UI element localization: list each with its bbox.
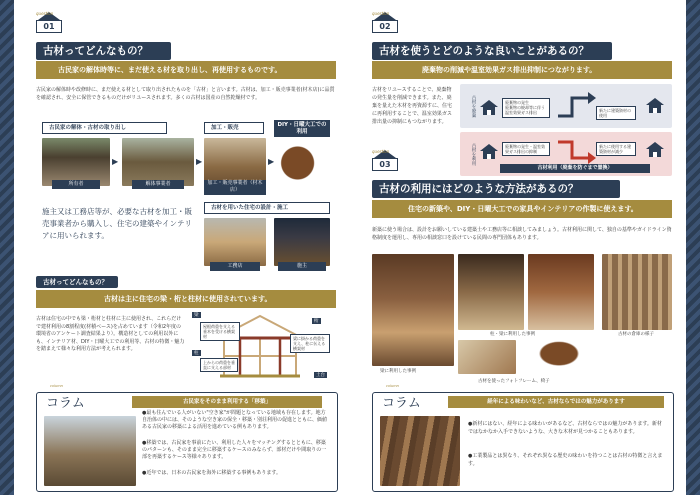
note-pillar: 上からの荷重を垂直に支える部材 [200, 358, 238, 372]
pillar-interior-photo-2 [528, 254, 594, 330]
dismantling-photo [122, 138, 194, 186]
column-title: コラム [46, 396, 85, 411]
left-edge-stripe [0, 0, 14, 495]
relocation-frame-photo [44, 416, 136, 486]
disposal-note [502, 98, 550, 118]
caption-builder: 工務店 [210, 262, 260, 271]
page-title: 古材ってどんなもの？ [36, 42, 171, 60]
question-label: question [372, 11, 390, 16]
old-house-photo [42, 138, 110, 186]
decrease-arrow-icon [556, 138, 596, 164]
flow-step-diy: DIY・日曜大工での利用 [274, 120, 330, 137]
arrow-right-icon: ▶ [112, 157, 119, 166]
lumber-yard-photo [204, 138, 266, 186]
note-beam: 屋根荷重を支える垂木を受ける横架材 [200, 322, 240, 341]
question-label: question [36, 11, 54, 16]
caption-beam-use: 梁に利用した事例 [380, 369, 416, 374]
column-paragraph-1: ●新材にはない、経年による味わいがあるなど、古材ならではの魅力があります。新材ではなかなか入手できないような、大きな木材が見つかることもあります。 [468, 421, 662, 435]
caption-seller: 加工・販売事業者（材木店） [204, 180, 266, 195]
disposal-tab: 古材を廃棄 [471, 94, 476, 118]
old-house-icon [480, 144, 498, 159]
column-heading: 経年による味わいなど、古材ならではの魅力があります [448, 396, 664, 408]
question-number: 01 [36, 20, 62, 33]
beam-interior-photo [372, 254, 454, 366]
photo-frame-photo [458, 340, 516, 374]
label-sill: 土台 [316, 373, 325, 378]
question-number: 02 [372, 20, 398, 33]
section-intro: 新築に使う場合は、設計をお願いしている建築士や工務店等に相談してみましょう。古材利用に関して、独自の基準やガイドライン資格制度を運用し、専用の相談窓口を設けている民間の専門団体もあります。 [372, 227, 672, 241]
reuse-tab: 古材を利用 [471, 142, 476, 166]
pillar-interior-photo-1 [458, 254, 524, 330]
column-heading: 古民家をそのまま利用する「移築」 [132, 396, 322, 408]
column-paragraph-3: ●近年では、日本の古民家を海外に移築する事例もあります。 [142, 470, 281, 476]
reduction-note: 廃棄物の発生・温室効果ガス排出の抑制 [502, 142, 550, 156]
question-badge-03 [372, 150, 398, 172]
flow-step-build: 古材を用いた住宅の設計・施工 [204, 202, 330, 214]
caption-client: 施主 [278, 262, 326, 271]
left-page [14, 0, 350, 495]
caption-warehouse: 古材の倉庫の様子 [618, 332, 654, 337]
finished-house-photo [274, 218, 330, 266]
aged-timber-photo [380, 416, 460, 486]
column-paragraph-1: ●最も住んでいる人がいない"空き家"が問題となっている地域も存在します。地方自治体の中には、そのような空き家の保全・移築・別荘利用の促進とともに、価値ある古民家の移築による活用を進めている例もあります。 [142, 410, 328, 430]
column-paragraph-2: ●移築では、古民家を事前にたい、利用した人々をマッチングするとともに、移築のパターンも、そのまま完全に移築するケースのみならず、部材だけや間取りの一部を再築するケース等様々あります。 [142, 440, 327, 460]
label-beam: 梁 [194, 313, 199, 318]
sub-question-title: 古材ってどんなもの？ [36, 276, 118, 288]
note-purlin: 梁に掛かる荷重を支え、柱に伝える横架材 [290, 334, 330, 353]
disposal-note-1: 廃棄物の発生 [505, 100, 529, 105]
caption-frame-chair: 古材を使ったフォトフレーム、椅子 [478, 379, 550, 384]
column-title: コラム [382, 396, 421, 411]
question-label: question [372, 149, 390, 154]
arrow-right-icon: ▶ [268, 157, 275, 166]
new-house-icon [646, 142, 664, 157]
warehouse-photo [602, 254, 672, 330]
page-subtitle: 廃棄物の削減や温室効果ガス排出抑制につながります。 [372, 61, 672, 79]
section-subtitle: 住宅の新築や、DIY・日曜大工での家具やインテリアの作製に使えます。 [372, 200, 672, 218]
sub-question-text: 古材は住宅の中でも梁・桁材と柱材に主に使用され、これらだけで建材利用の8割程度(材積ベース)を占めています（令和2年度の環境省のアンケート調査結果より）。構造材としての利用以外にも、インテリア材、DIY・日曜大工での利用等、古材の特徴・魅力を踏まえて様々な利用方法が考えられます。 [36, 316, 185, 352]
right-edge-stripe [686, 0, 700, 495]
old-house-icon [480, 100, 498, 115]
new-house-icon [646, 98, 664, 113]
caption-dismantler: 解体事業者 [132, 180, 184, 189]
flow-note: 施主又は工務店等が、必要な古材を加工・販売事業者から購入し、住宅の建築やインテリアに用いられます。 [42, 207, 192, 240]
label-pillar: 柱 [194, 351, 199, 356]
sub-question-heading: 古材は主に住宅の梁・桁と柱材に使用されています。 [36, 290, 336, 308]
page-subtitle: 古民家の解体時等に、まだ使える材を取り出し、再使用するものです。 [36, 61, 336, 79]
wooden-stool-photo [276, 140, 330, 186]
label-purlin: 桁 [314, 319, 319, 324]
reuse-bar-label: 古材利用（廃棄を防ぐまで置換） [500, 164, 650, 173]
flow-step-process-sell: 加工・販売 [204, 122, 264, 134]
disposal-note-2: 廃棄物の焼却等に伴う温室効果ガス排出 [505, 105, 545, 115]
arrow-right-icon: ▶ [196, 157, 203, 166]
question-number: 03 [372, 158, 398, 171]
caption-pillar-use: 柱・梁に利用した事例 [490, 332, 535, 337]
intro-text: 古民家の解体時や改修時に、まだ使える材として取り出されたものを「古材」と言います。古材は、加工・販売事業者(材木店)に品質を確認され、安全に保管できるものだけがリユースされます。多くの古材は国産の自然乾燥材です。 [36, 87, 335, 101]
section-title: 古材の利用にはどのような方法があるの？ [372, 180, 620, 198]
intro-text: 古材をリユースすることで、廃棄物の発生量を削減できます。また、廃棄を量えた木材を再資源すに、住宅に再利用することで、温室効果ガス排出量の抑制にもつながります。 [372, 87, 453, 125]
page-title: 古材を使うとどのような良いことがあるの？ [372, 42, 612, 60]
column-sublabel: column [386, 384, 399, 388]
question-badge-01 [36, 12, 62, 34]
column-paragraph-2: ●工業製品とは異なり、それぞれ異なる歴史の味わいを持つことは古材の特徴と言えます。 [468, 453, 663, 467]
new-material-note: 新たに建築資材の使用 [596, 106, 636, 120]
fewer-materials-note: 新たに使用する建築資材が減少 [596, 142, 636, 156]
increase-arrow-icon [556, 90, 596, 120]
flow-step-dismantle: 古民家の解体・古材の取り出し [42, 122, 167, 134]
right-page [350, 0, 686, 495]
column-sublabel: column [50, 384, 63, 388]
question-badge-02 [372, 12, 398, 34]
caption-owner: 所有者 [52, 180, 100, 189]
wooden-chair-photo [526, 340, 592, 374]
construction-photo [204, 218, 266, 266]
